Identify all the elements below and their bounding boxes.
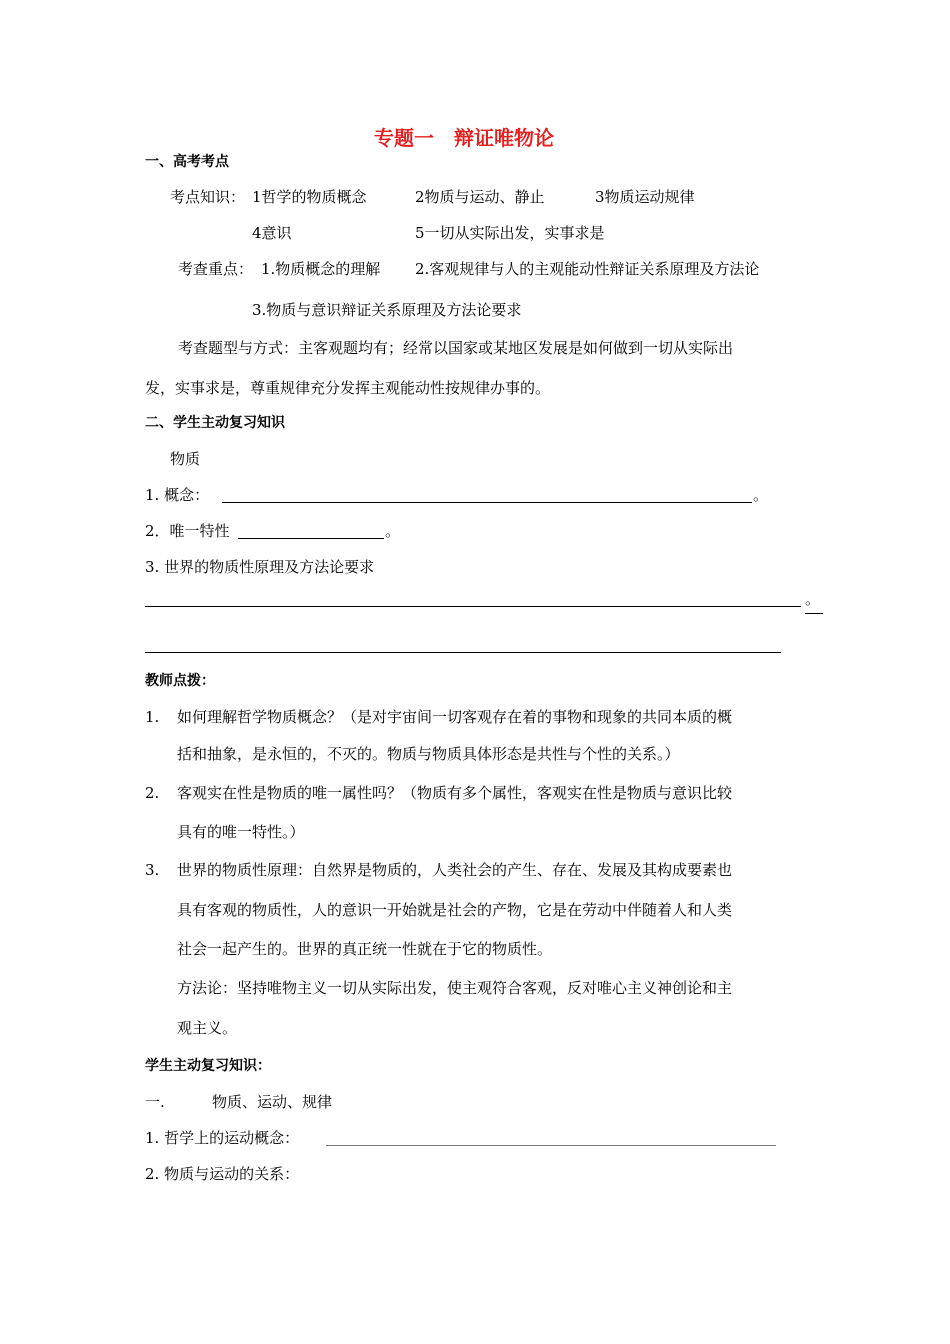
answer-blank[interactable] [145, 606, 801, 607]
knowledge-item: 5一切从实际出发，实事求是 [415, 224, 605, 242]
answer-blank[interactable] [145, 652, 781, 653]
focus-item: 2.客观规律与人的主观能动性辩证关系原理及方法论 [415, 260, 760, 278]
format-text: 发，实事求是，尊重规律充分发挥主观能动性按规律办事的。 [145, 379, 551, 397]
answer-blank[interactable] [222, 502, 752, 503]
section3-heading: 学生主动复习知识： [145, 1058, 271, 1074]
teacher-item-text: 具有客观的物质性，人的意识一开始就是社会的产物，它是在劳动中伴随着人和人类 [177, 901, 733, 919]
focus-item: 1.物质概念的理解 [261, 260, 381, 278]
teacher-item-number: 3. [145, 861, 160, 879]
answer-blank-tail [805, 613, 823, 614]
teacher-item-text: 客观实在性是物质的唯一属性吗？（物质有多个属性，客观实在性是物质与意识比较 [177, 784, 733, 802]
teacher-heading: 教师点拨： [145, 673, 215, 689]
teacher-item-text: 具有的唯一特性。） [177, 823, 305, 841]
knowledge-item: 3物质运动规律 [595, 188, 695, 206]
question-1-label: 1. 哲学上的运动概念： [145, 1129, 300, 1147]
focus-item: 3.物质与意识辩证关系原理及方法论要求 [252, 301, 522, 319]
teacher-item-text: 如何理解哲学物质概念？（是对宇宙间一切客观存在着的事物和现象的共同本质的概 [177, 708, 733, 726]
teacher-item-text: 世界的物质性原理：自然界是物质的，人类社会的产生、存在、发展及其构成要素也 [177, 861, 733, 879]
question-2-label: 2. 物质与运动的关系： [145, 1165, 300, 1183]
method-text: 观主义。 [177, 1019, 238, 1037]
knowledge-item: 4意识 [252, 224, 292, 242]
teacher-item-number: 2. [145, 784, 160, 802]
teacher-item-text: 括和抽象，是永恒的，不灭的。物质与物质具体形态是共性与个性的关系。） [177, 745, 680, 763]
question-end: 。 [753, 486, 769, 504]
question-end: 。 [385, 522, 401, 540]
answer-blank[interactable] [326, 1145, 776, 1146]
sub-number: 一. [145, 1093, 165, 1111]
method-text: 方法论：坚持唯物主义一切从实际出发，使主观符合客观，反对唯心主义神创论和主 [177, 979, 733, 997]
page-title: 专题一 辩证唯物论 [374, 126, 554, 150]
question-1-label: 1. 概念： [145, 486, 210, 504]
knowledge-item: 2物质与运动、静止 [415, 188, 545, 206]
knowledge-item: 1哲学的物质概念 [252, 188, 367, 206]
answer-blank[interactable] [238, 538, 384, 539]
question-end: 。 [805, 590, 821, 608]
focus-label: 考查重点： [178, 260, 254, 278]
sub-title: 物质、运动、规律 [212, 1093, 333, 1111]
topic-label: 物质 [170, 450, 201, 468]
knowledge-label: 考点知识： [170, 188, 246, 206]
question-2-label: 2．唯一特性 [145, 522, 230, 540]
section2-heading: 二、学生主动复习知识 [145, 415, 285, 431]
section1-heading: 一、高考考点 [145, 154, 229, 170]
format-text: 考查题型与方式：主客观题均有；经常以国家或某地区发展是如何做到一切从实际出 [178, 339, 734, 357]
question-3-label: 3. 世界的物质性原理及方法论要求 [145, 558, 375, 576]
teacher-item-number: 1. [145, 708, 160, 726]
teacher-item-text: 社会一起产生的。世界的真正统一性就在于它的物质性。 [177, 940, 553, 958]
